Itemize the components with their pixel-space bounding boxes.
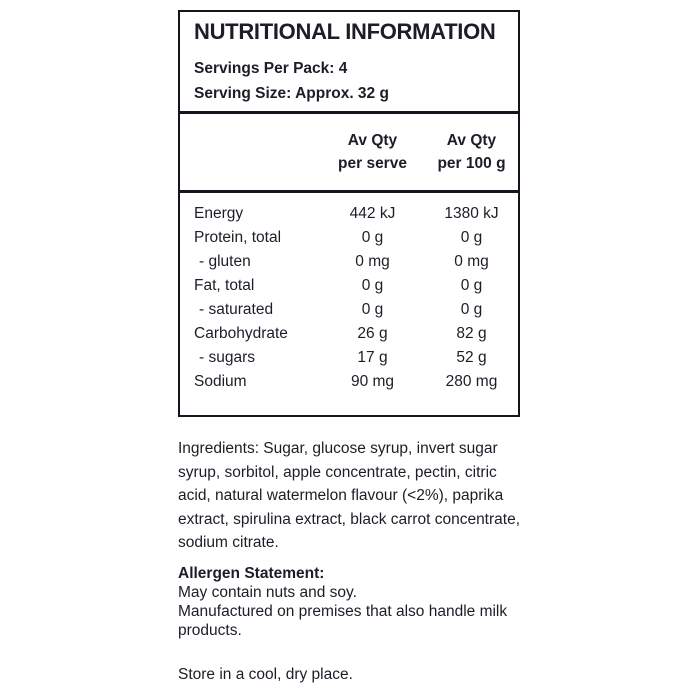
table-row-sodium (180, 370, 518, 394)
panel-header-section (180, 12, 518, 114)
table-row-protein (180, 226, 518, 250)
value-per-100g: 280 mg (445, 373, 498, 390)
value-per-100g: 0 g (460, 301, 483, 318)
table-row-energy (180, 202, 518, 226)
servings-per-pack: Servings Per Pack: 4 (194, 60, 348, 77)
allergen-line2: Manufactured on premises that also handle milk products. (178, 603, 508, 639)
allergen-statement (178, 564, 520, 640)
nutrition-panel (178, 10, 520, 417)
value-per-serve: 26 g (357, 325, 388, 342)
value-per-100g: 0 mg (454, 253, 489, 270)
nutrient-label: Carbohydrate (194, 325, 288, 342)
value-per-100g: 0 g (460, 277, 483, 294)
nutrient-label: - saturated (199, 301, 274, 318)
value-per-serve: 0 g (361, 229, 384, 246)
value-per-100g: 52 g (456, 349, 487, 366)
column-header-per-100g-line2: per 100 g (437, 155, 506, 172)
column-header-section (180, 114, 518, 193)
nutrient-label: Protein, total (194, 229, 282, 246)
table-row-fat (180, 274, 518, 298)
allergen-line1: May contain nuts and soy. (178, 584, 357, 601)
table-row-sugars (180, 346, 518, 370)
column-header-per-serve-line1: Av Qty (347, 132, 398, 149)
value-per-100g: 0 g (460, 229, 483, 246)
serving-size: Serving Size: Approx. 32 g (194, 85, 389, 102)
nutrient-label: Energy (194, 205, 244, 222)
column-header-per-serve-line2: per serve (338, 155, 407, 172)
value-per-100g: 1380 kJ (444, 205, 499, 222)
storage-instructions: Store in a cool, dry place. (178, 666, 353, 683)
value-per-serve: 17 g (357, 349, 388, 366)
value-per-serve: 90 mg (350, 373, 395, 390)
column-header-per-serve (320, 129, 425, 190)
nutrient-label: Sodium (194, 373, 247, 390)
value-per-serve: 442 kJ (349, 205, 396, 222)
value-per-100g: 82 g (456, 325, 487, 342)
value-per-serve: 0 g (361, 301, 384, 318)
table-row-saturated (180, 298, 518, 322)
value-per-serve: 0 g (361, 277, 384, 294)
ingredients-text: Ingredients: Sugar, glucose syrup, invert sugar syrup, sorbitol, apple concentrate, pectin, citric acid, natural watermelon flavour (<2%), paprika extract, spirulina extract, black carrot concentrate, sodium citrate. (178, 440, 521, 551)
table-row-carbohydrate (180, 322, 518, 346)
nutrient-label: Fat, total (194, 277, 255, 294)
column-header-per-100g-line1: Av Qty (446, 132, 497, 149)
panel-title: NUTRITIONAL INFORMATION (194, 19, 496, 44)
nutrient-label: - gluten (199, 253, 251, 270)
value-per-serve: 0 mg (355, 253, 390, 270)
table-row-gluten (180, 250, 518, 274)
nutrient-table (180, 193, 518, 394)
nutrient-label: - sugars (199, 349, 255, 366)
allergen-heading: Allergen Statement: (178, 565, 325, 582)
column-header-spacer (194, 129, 320, 190)
column-header-per-100g (425, 129, 518, 190)
